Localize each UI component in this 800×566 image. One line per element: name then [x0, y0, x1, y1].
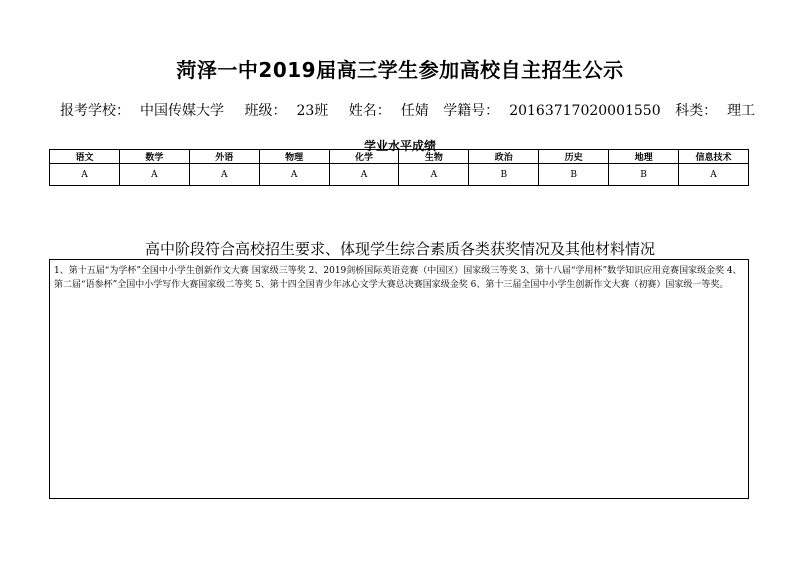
subject-header: 信息技术 — [679, 150, 749, 164]
subject-header: 化学 — [329, 150, 399, 164]
class-label: 班级： — [244, 103, 287, 119]
class-value: 23班 — [296, 103, 329, 119]
subject-header: 语文 — [50, 150, 120, 164]
subject-header: 生物 — [399, 150, 469, 164]
subject-header: 外语 — [189, 150, 259, 164]
grade-cell: A — [50, 164, 120, 186]
awards-box — [49, 259, 749, 499]
grade-cell: A — [259, 164, 329, 186]
grades-value-row — [50, 164, 749, 186]
page-title: 菏泽一中2019届高三学生参加高校自主招生公示 — [176, 58, 624, 82]
grade-cell: B — [469, 164, 539, 186]
subject-header: 历史 — [539, 150, 609, 164]
school-value: 中国传媒大学 — [140, 103, 224, 119]
awards-heading: 高中阶段符合高校招生要求、体现学生综合素质各类获奖情况及其他材料情况 — [144, 240, 655, 258]
track-label: 科类： — [675, 103, 718, 119]
grade-cell: B — [539, 164, 609, 186]
grades-table — [49, 149, 749, 186]
student-id-label: 学籍号： — [443, 103, 500, 119]
grade-cell: B — [609, 164, 679, 186]
awards-text: 1、第十五届“为学杯”全国中小学生创新作文大赛 国家级三等奖 2、2019剑桥国际英语竞赛（中国区）国家级三等奖 3、第十八届“学用杯”数学知识应用竞赛国家级金奖 4、第二届“语参杯”全国中小学写作大赛国家级二等奖 5、第十四全国青少年冰心文学大赛总决赛国家级金奖 6、第十三届全国中小学生创新作文大赛（初赛）国家级一等奖。 — [54, 266, 742, 290]
subject-header: 政治 — [469, 150, 539, 164]
grades-caption: 学业水平成绩 — [363, 139, 436, 153]
subject-header: 数学 — [119, 150, 189, 164]
school-label: 报考学校： — [60, 103, 130, 119]
grade-cell: A — [329, 164, 399, 186]
student-id-value: 20163717020001550 — [509, 103, 661, 119]
grades-header-row — [50, 150, 749, 164]
name-value: 任婧 — [400, 103, 429, 119]
student-info — [60, 100, 760, 120]
grade-cell: A — [399, 164, 469, 186]
subject-header: 地理 — [609, 150, 679, 164]
subject-header: 物理 — [259, 150, 329, 164]
grade-cell: A — [119, 164, 189, 186]
name-label: 姓名： — [348, 103, 391, 119]
grade-cell: A — [679, 164, 749, 186]
track-value: 理工 — [727, 103, 756, 119]
grade-cell: A — [189, 164, 259, 186]
